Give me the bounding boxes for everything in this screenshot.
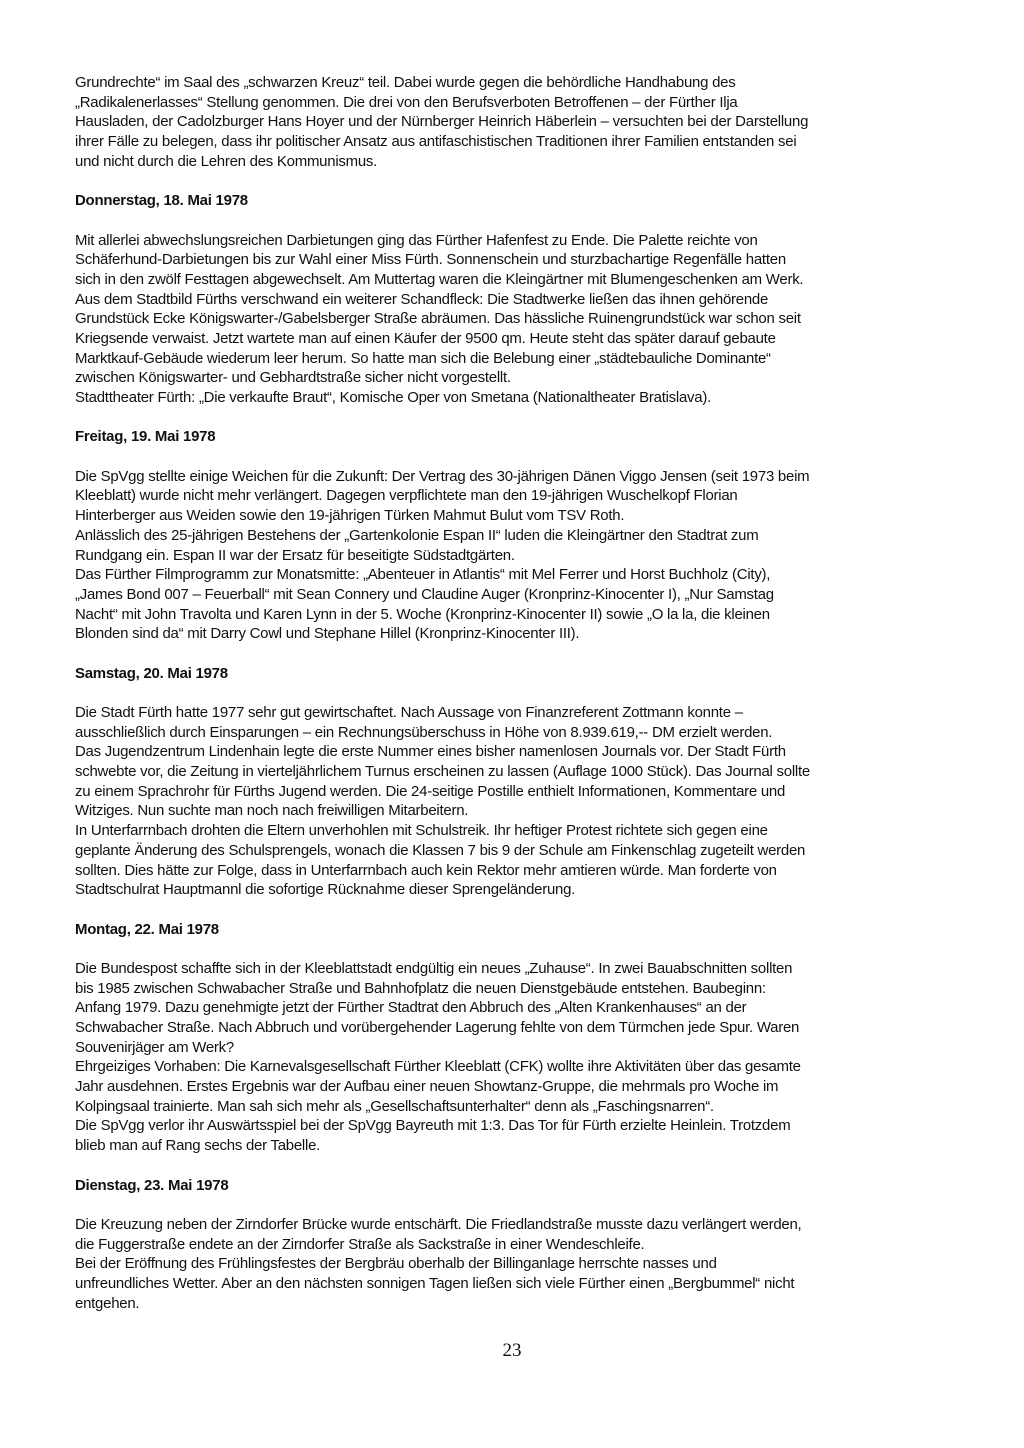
section-text-line: „James Bond 007 – Feuerball“ mit Sean Connery und Claudine Auger (Kronprinz-Kinocenter I), „Nur Samstag — [75, 585, 774, 603]
section-text-line: Souvenirjäger am Werk? — [75, 1038, 234, 1056]
section-text-line: Anfang 1979. Dazu genehmigte jetzt der Fürther Stadtrat den Abbruch des „Alten Krankenhauses“ an der — [75, 999, 747, 1017]
section-heading: Montag, 22. Mai 1978 — [75, 920, 219, 938]
section-text-line: Witziges. Nun suchte man noch nach freiwilligen Mitarbeitern. — [75, 802, 469, 820]
intro-text-line: und nicht durch die Lehren des Kommunismus. — [75, 152, 378, 170]
section-text-line: zu einem Sprachrohr für Fürths Jugend werden. Die 24-seitige Postille enthielt Informationen, Kommentare und — [75, 782, 786, 800]
section-heading: Freitag, 19. Mai 1978 — [75, 428, 216, 446]
section-text-line: In Unterfarrnbach drohten die Eltern unverhohlen mit Schulstreik. Ihr heftiger Protest richtete sich gegen eine — [75, 822, 768, 840]
section-text-line: geplante Änderung des Schulsprengels, wonach die Klassen 7 bis 9 der Schule am Finkenschlag zugeteilt werden — [75, 841, 806, 859]
paragraph-spacer — [75, 1195, 955, 1215]
paragraph-spacer — [75, 644, 955, 664]
section-text-line: Rundgang ein. Espan II war der Ersatz für beseitigte Südstadtgärten. — [75, 546, 515, 564]
section-text-line: Kriegsende verwaist. Jetzt wartete man auf einen Käufer der 9500 qm. Heute steht das später darauf gebaute — [75, 329, 776, 347]
section-text-line: Kolpingsaal trainierte. Man sah sich mehr als „Gesellschaftsunterhalter“ denn als „Faschingsnarren“. — [75, 1097, 714, 1115]
section-text-line: Das Fürther Filmprogramm zur Monatsmitte: „Abenteuer in Atlantis“ mit Mel Ferrer und Horst Buchholz (City), — [75, 566, 771, 584]
document-page — [75, 73, 955, 1313]
paragraph-spacer — [75, 939, 955, 959]
section-text-line: sich in den zwölf Festtagen abgewechselt. Am Muttertag waren die Kleingärtner mit Blumengeschenken am Werk. — [75, 270, 804, 288]
section-heading: Samstag, 20. Mai 1978 — [75, 664, 228, 682]
section-text-line: Grundstück Ecke Königswarter-/Gabelsberger Straße abräumen. Das hässliche Ruinengrundstück war schon seit — [75, 310, 801, 328]
section-text-line: Bei der Eröffnung des Frühlingsfestes der Bergbräu oberhalb der Billinganlage herrschte nasses und — [75, 1255, 717, 1273]
paragraph-spacer — [75, 211, 955, 231]
paragraph-spacer — [75, 900, 955, 920]
section-heading: Donnerstag, 18. Mai 1978 — [75, 192, 248, 210]
intro-text-line: „Radikalenerlasses“ Stellung genommen. Die drei von den Berufsverboten Betroffenen – der Fürther Ilja — [75, 93, 738, 111]
section-text-line: Stadttheater Fürth: „Die verkaufte Braut“, Komische Oper von Smetana (Nationaltheater Bratislava). — [75, 389, 712, 406]
section-text-line: Hinterberger aus Weiden sowie den 19-jährigen Türken Mahmut Bulut vom TSV Roth. — [75, 507, 625, 525]
section-text-line: Stadtschulrat Hauptmannl die sofortige Rücknahme dieser Sprengeländerung. — [75, 881, 576, 899]
section-text-line: Die SpVgg verlor ihr Auswärtsspiel bei der SpVgg Bayreuth mit 1:3. Das Tor für Fürth erzielte Heinlein. Trotzdem — [75, 1117, 791, 1135]
section-text-line: bis 1985 zwischen Schwabacher Straße und Bahnhofplatz die neuen Dienstgebäude entstehen. Baubeginn: — [75, 979, 766, 997]
section-text-line: Anlässlich des 25-jährigen Bestehens der „Gartenkolonie Espan II“ luden die Kleingärtner den Stadtrat zum — [75, 526, 759, 544]
section-text-line: Die SpVgg stellte einige Weichen für die Zukunft: Der Vertrag des 30-jährigen Dänen Viggo Jensen (seit 1973 beim — [75, 467, 810, 485]
section-text-line: Die Bundespost schaffte sich in der Kleeblattstadt endgültig ein neues „Zuhause“. In zwei Bauabschnitten sollten — [75, 959, 793, 977]
intro-text-line: Hausladen, der Cadolzburger Hans Hoyer und der Nürnberger Heinrich Häberlein – versuchten bei der Darstellung — [75, 113, 809, 131]
section-text-line: zwischen Königswarter- und Gebhardtstraße sicher nicht vorgestellt. — [75, 369, 511, 387]
section-text-line: sollten. Dies hätte zur Folge, dass in Unterfarrnbach auch kein Rektor mehr amtieren würde. Man forderte von — [75, 861, 777, 879]
section-text-line: Jahr ausdehnen. Erstes Ergebnis war der Aufbau einer neuen Showtanz-Gruppe, die mehrmals pro Woche im — [75, 1078, 779, 1096]
intro-text-line: ihrer Fälle zu belegen, dass ihr politischer Ansatz aus antifaschistischen Traditionen ihrer Familien entstanden sei — [75, 133, 797, 151]
page-number: 23 — [502, 1340, 522, 1361]
section-text-line: ausschließlich durch Einsparungen – ein Rechnungsüberschuss in Höhe von 8.939.619,-- DM erzielt werden. — [75, 723, 773, 741]
section-text-line: Kleeblatt) wurde nicht mehr verlängert. Dagegen verpflichtete man den 19-jährigen Wuschelkopf Florian — [75, 487, 738, 505]
section-text-line: Aus dem Stadtbild Fürths verschwand ein weiterer Schandfleck: Die Stadtwerke ließen das ihnen gehörende — [75, 290, 769, 308]
paragraph-spacer — [75, 1156, 955, 1176]
section-text-line: die Fuggerstraße endete an der Zirndorfer Straße als Sackstraße in einer Wendeschleife. — [75, 1235, 645, 1253]
section-text-line: schwebte vor, die Zeitung in vierteljährlichem Turnus erscheinen zu lassen (Auflage 1000 Stück). Das Journal sollte — [75, 763, 810, 781]
section-text-line: Die Kreuzung neben der Zirndorfer Brücke wurde entschärft. Die Friedlandstraße musste dazu verlängert werden, — [75, 1215, 802, 1233]
paragraph-spacer — [75, 408, 955, 428]
section-text-line: Nacht“ mit John Travolta und Karen Lynn in der 5. Woche (Kronprinz-Kinocenter II) sowie „O la la, die kleinen — [75, 605, 770, 623]
section-heading: Dienstag, 23. Mai 1978 — [75, 1176, 229, 1194]
section-text-line: Das Jugendzentrum Lindenhain legte die erste Nummer eines bisher namenlosen Journals vor. Der Stadt Fürth — [75, 743, 786, 761]
section-text-line: blieb man auf Rang sechs der Tabelle. — [75, 1137, 321, 1155]
paragraph-spacer — [75, 171, 955, 191]
section-text-line: Blonden sind da“ mit Darry Cowl und Stephane Hillel (Kronprinz-Kinocenter III). — [75, 625, 580, 643]
section-text-line: entgehen. — [75, 1294, 140, 1312]
section-text-line: Die Stadt Fürth hatte 1977 sehr gut gewirtschaftet. Nach Aussage von Finanzreferent Zottmann konnte – — [75, 704, 743, 721]
section-text-line: Schäferhund-Darbietungen bis zur Wahl einer Miss Fürth. Sonnenschein und sturzbachartige Regenfälle hatten — [75, 251, 786, 269]
section-text-line: Mit allerlei abwechslungsreichen Darbietungen ging das Fürther Hafenfest zu Ende. Die Palette reichte von — [75, 231, 758, 249]
section-text-line: unfreundliches Wetter. Aber an den nächsten sonnigen Tagen ließen sich viele Fürther einen „Bergbummel“ nicht — [75, 1274, 795, 1292]
intro-text-line: Grundrechte“ im Saal des „schwarzen Kreuz“ teil. Dabei wurde gegen die behördliche Handhabung des — [75, 74, 736, 91]
section-text-line: Marktkauf-Gebäude wiederum leer herum. So hatte man sich die Belebung einer „städtebauliche Dominante“ — [75, 349, 771, 367]
section-text-line: Schwabacher Straße. Nach Abbruch und vorübergehender Lagerung fehlte von dem Türmchen jede Spur. Waren — [75, 1019, 800, 1036]
paragraph-spacer — [75, 447, 955, 467]
section-text-line: Ehrgeiziges Vorhaben: Die Karnevalsgesellschaft Fürther Kleeblatt (CFK) wollte ihre Aktivitäten über das gesamte — [75, 1058, 801, 1076]
paragraph-spacer — [75, 683, 955, 703]
